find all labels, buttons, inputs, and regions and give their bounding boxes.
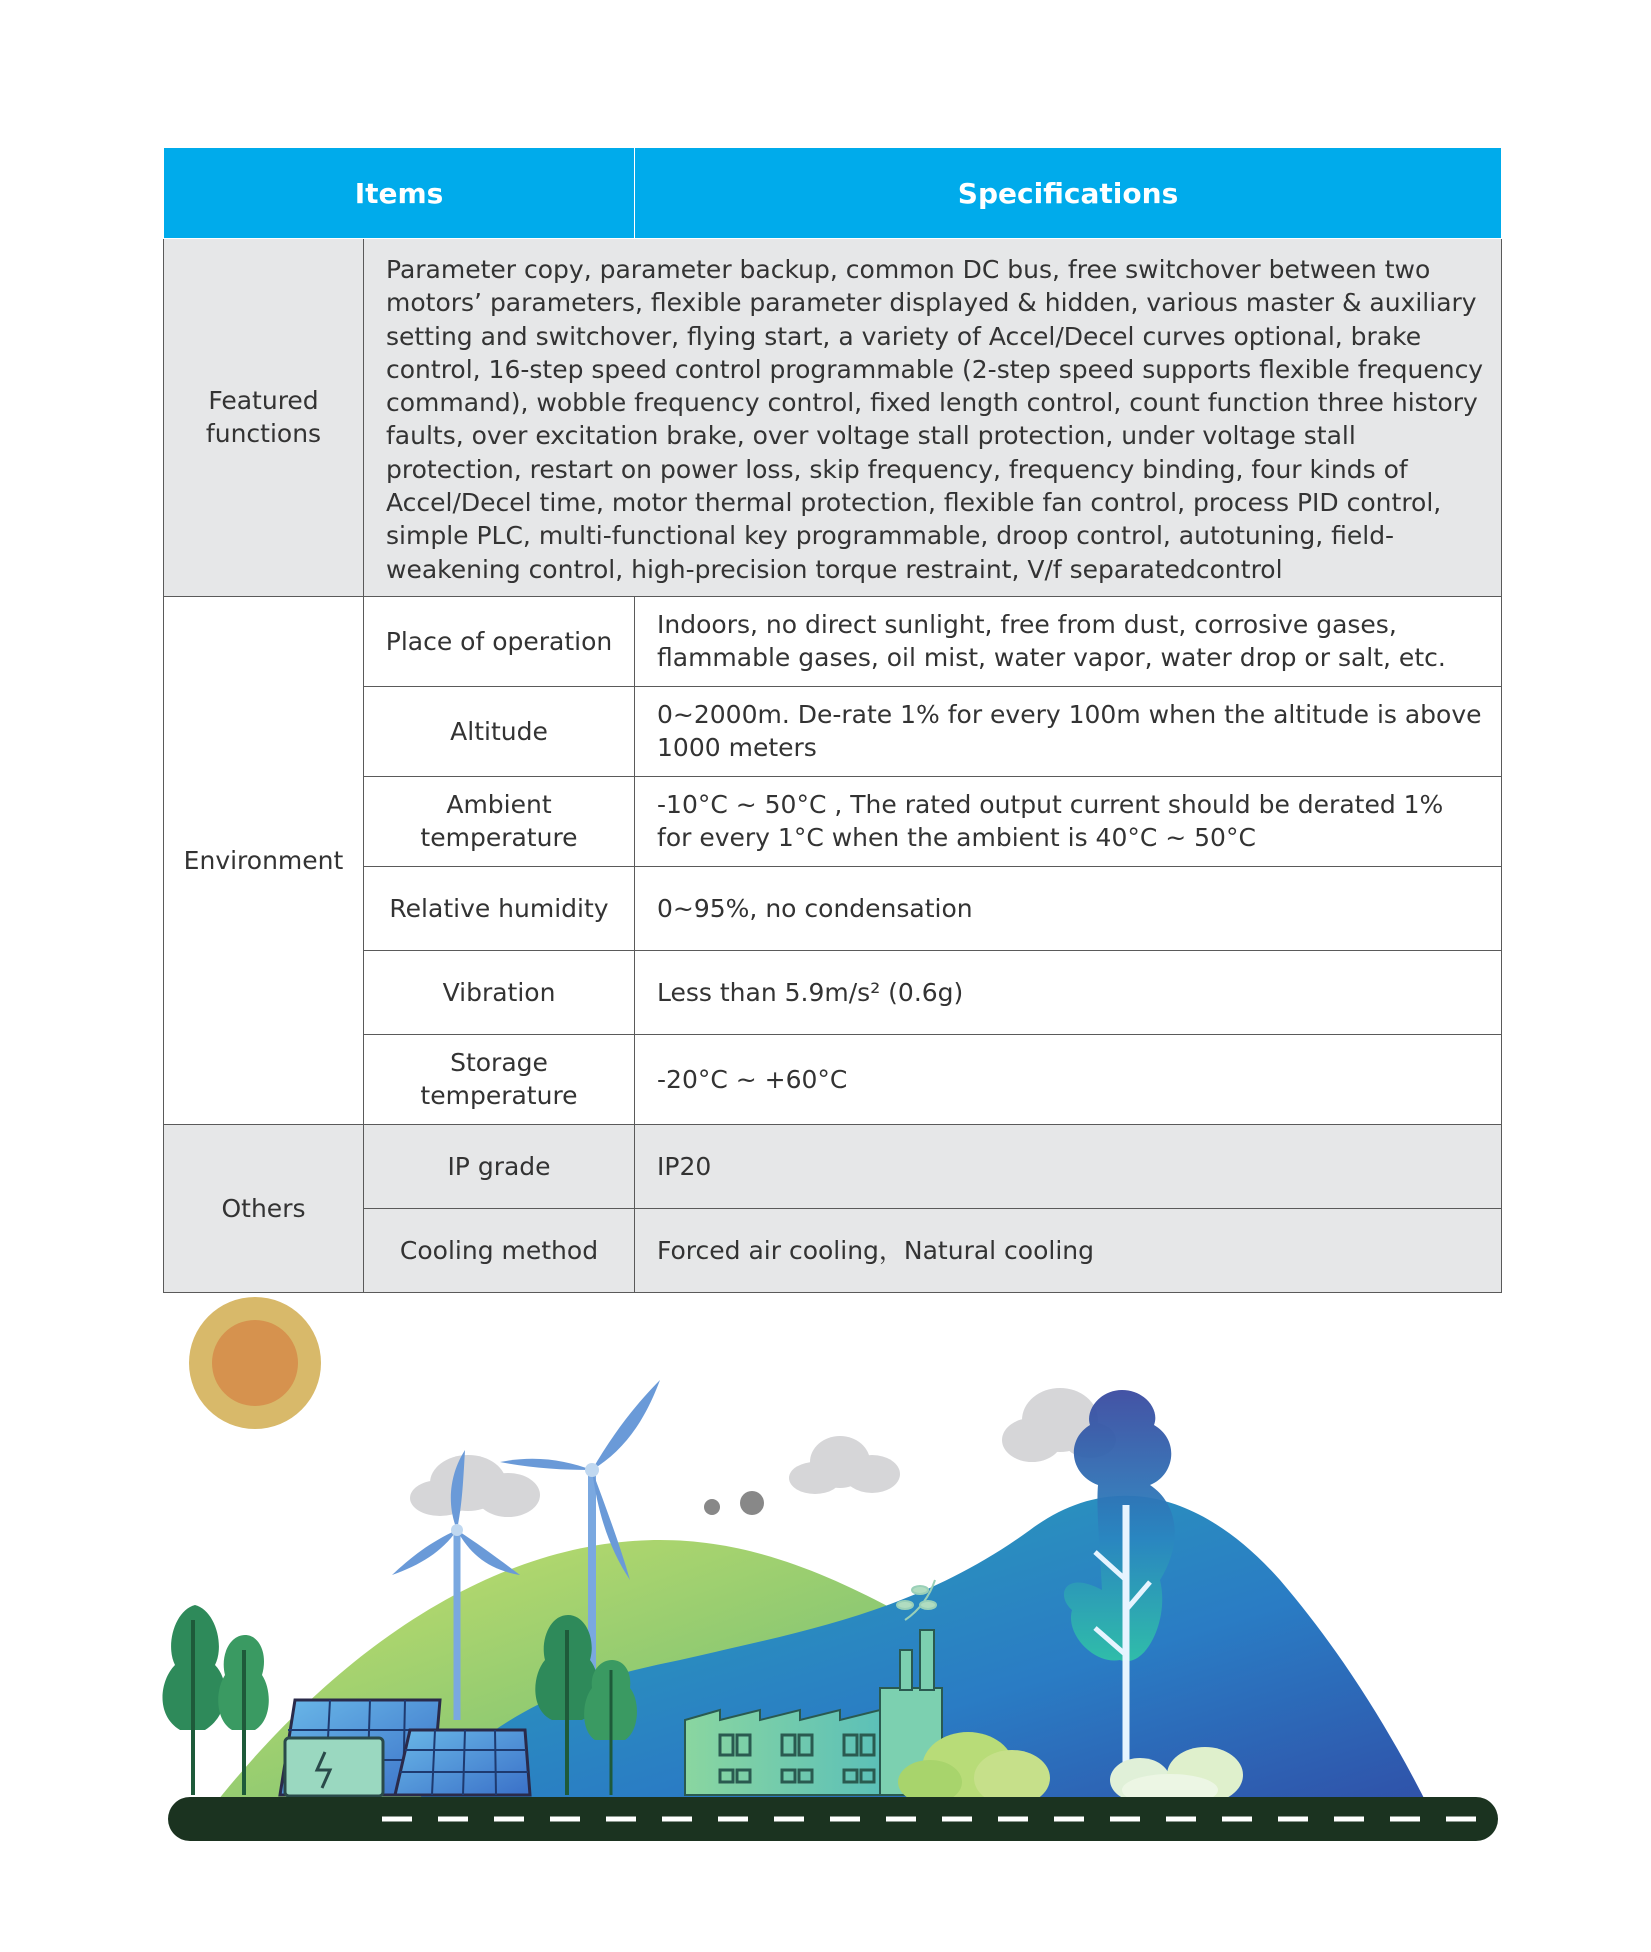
spec-cooling-method: Forced air cooling，Natural cooling bbox=[635, 1208, 1502, 1292]
table-row-featured bbox=[164, 239, 1502, 597]
spec-vibration: Less than 5.9m/s² (0.6g) bbox=[635, 950, 1502, 1034]
spec-relative-humidity: 0~95%, no condensation bbox=[635, 866, 1502, 950]
table-header-row bbox=[164, 148, 1502, 239]
specifications-table bbox=[163, 147, 1502, 1293]
spec-ip-grade: IP20 bbox=[635, 1124, 1502, 1208]
featured-functions-label: Featured functions bbox=[164, 239, 364, 597]
table-row bbox=[164, 1124, 1502, 1208]
table-row bbox=[164, 866, 1502, 950]
sun-icon bbox=[189, 1297, 321, 1429]
item-place-of-operation: Place of operation bbox=[364, 596, 635, 686]
item-ambient-temperature: Ambient temperature bbox=[364, 776, 635, 866]
cloud-icon bbox=[789, 1436, 900, 1494]
spec-storage-temperature: -20°C ~ +60°C bbox=[635, 1034, 1502, 1124]
table-row bbox=[164, 950, 1502, 1034]
item-vibration: Vibration bbox=[364, 950, 635, 1034]
dot-icon bbox=[740, 1491, 764, 1515]
item-ip-grade: IP grade bbox=[364, 1124, 635, 1208]
table-row bbox=[164, 1034, 1502, 1124]
table-row bbox=[164, 596, 1502, 686]
header-items: Items bbox=[164, 148, 635, 239]
spec-ambient-temperature: -10°C ~ 50°C , The rated output current should be derated 1% for every 1°C when the ambient is 40°C ~ 50°C bbox=[635, 776, 1502, 866]
battery-icon bbox=[285, 1738, 383, 1796]
road bbox=[168, 1797, 1498, 1841]
spec-altitude: 0~2000m. De-rate 1% for every 100m when the altitude is above 1000 meters bbox=[635, 686, 1502, 776]
item-cooling-method: Cooling method bbox=[364, 1208, 635, 1292]
green-energy-illustration bbox=[160, 1290, 1505, 1860]
table-row bbox=[164, 1208, 1502, 1292]
header-specifications: Specifications bbox=[635, 148, 1502, 239]
others-label: Others bbox=[164, 1124, 364, 1292]
table-row bbox=[164, 686, 1502, 776]
dot-icon bbox=[704, 1499, 720, 1515]
featured-functions-spec: Parameter copy, parameter backup, common DC bus, free switchover between two motors’ parameters, flexible parameter displayed & hidden, various master & auxiliary setting and switchover, flying start, a variety of Accel/Decel curves optional, brake control, 16-step speed control programmable (2-step speed supports flexible frequency command), wobble frequency control, fixed length control, count function three history faults, over excitation brake, over voltage stall protection, under voltage stall protection, restart on power loss, skip frequency, frequency binding, four kinds of Accel/Decel time, motor thermal protection, flexible fan control, process PID control, simple PLC, multi-functional key programmable, droop control, autotuning, field-weakening control, high-precision torque restraint, V/f separatedcontrol bbox=[364, 239, 1502, 597]
spec-place-of-operation: Indoors, no direct sunlight, free from dust, corrosive gases, flammable gases, oil mist, water vapor, water drop or salt, etc. bbox=[635, 596, 1502, 686]
item-relative-humidity: Relative humidity bbox=[364, 866, 635, 950]
environment-label: Environment bbox=[164, 596, 364, 1124]
item-storage-temperature: Storage temperature bbox=[364, 1034, 635, 1124]
item-altitude: Altitude bbox=[364, 686, 635, 776]
table-row bbox=[164, 776, 1502, 866]
